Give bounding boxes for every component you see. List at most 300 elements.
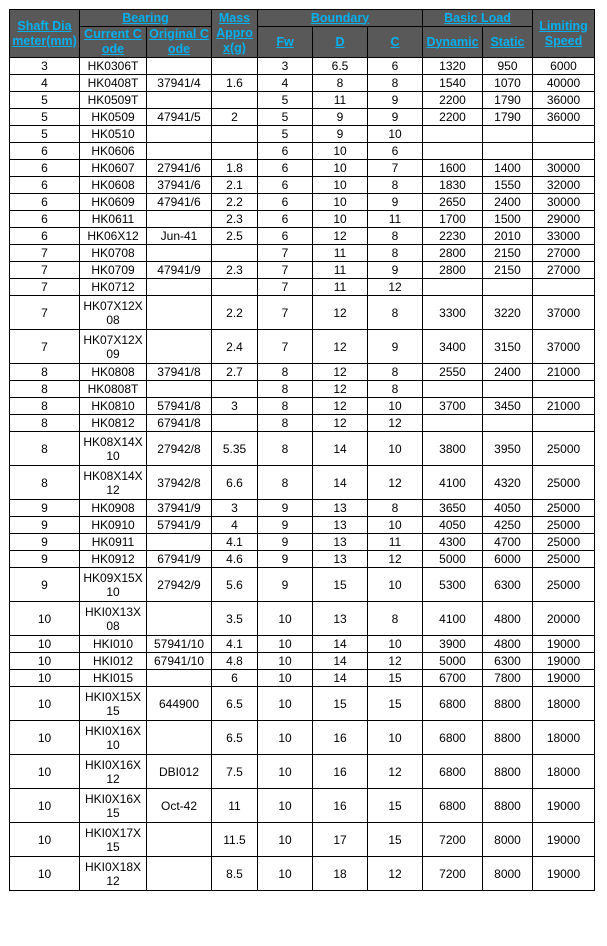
fw-cell: 4 xyxy=(258,75,313,92)
d-cell: 10 xyxy=(313,143,368,160)
c-cell: 10 xyxy=(368,721,423,755)
original-code-cell: 27942/8 xyxy=(147,432,212,466)
shaft-cell: 9 xyxy=(10,568,80,602)
fw-cell: 7 xyxy=(258,330,313,364)
shaft-cell: 4 xyxy=(10,75,80,92)
fw-cell: 7 xyxy=(258,296,313,330)
table-row xyxy=(10,551,595,568)
d-cell: 12 xyxy=(313,364,368,381)
d-cell: 14 xyxy=(313,636,368,653)
speed-cell: 25000 xyxy=(533,517,595,534)
mass-cell: 1.6 xyxy=(212,75,258,92)
c-cell: 10 xyxy=(368,126,423,143)
table-row xyxy=(10,432,595,466)
current-code-cell: HK0810 xyxy=(80,398,147,415)
static-cell: 8000 xyxy=(483,857,533,891)
speed-cell: 25000 xyxy=(533,432,595,466)
c-cell: 15 xyxy=(368,687,423,721)
d-cell: 14 xyxy=(313,653,368,670)
c-cell: 12 xyxy=(368,415,423,432)
table-body xyxy=(10,58,595,891)
c-cell: 12 xyxy=(368,466,423,500)
shaft-cell: 10 xyxy=(10,721,80,755)
header-dynamic: Dynamic xyxy=(423,27,483,58)
dynamic-cell: 6800 xyxy=(423,687,483,721)
shaft-cell: 7 xyxy=(10,296,80,330)
original-code-cell: 37941/8 xyxy=(147,364,212,381)
speed-cell: 18000 xyxy=(533,755,595,789)
current-code-cell: HK0306T xyxy=(80,58,147,75)
fw-cell: 7 xyxy=(258,262,313,279)
shaft-cell: 8 xyxy=(10,466,80,500)
table-row xyxy=(10,262,595,279)
speed-cell: 33000 xyxy=(533,228,595,245)
d-cell: 10 xyxy=(313,160,368,177)
static-cell xyxy=(483,415,533,432)
fw-cell: 10 xyxy=(258,653,313,670)
c-cell: 12 xyxy=(368,653,423,670)
current-code-cell: HK0607 xyxy=(80,160,147,177)
d-cell: 10 xyxy=(313,177,368,194)
mass-cell: 6 xyxy=(212,670,258,687)
current-code-cell: HKI0X16X12 xyxy=(80,755,147,789)
fw-cell: 6 xyxy=(258,228,313,245)
d-cell: 12 xyxy=(313,296,368,330)
dynamic-cell: 2200 xyxy=(423,109,483,126)
mass-cell: 4.6 xyxy=(212,551,258,568)
current-code-cell: HK0808T xyxy=(80,381,147,398)
dynamic-cell: 7200 xyxy=(423,823,483,857)
dynamic-cell: 2550 xyxy=(423,364,483,381)
shaft-cell: 6 xyxy=(10,160,80,177)
current-code-cell: HK0808 xyxy=(80,364,147,381)
current-code-cell: HKI015 xyxy=(80,670,147,687)
table-row xyxy=(10,364,595,381)
mass-cell: 2.2 xyxy=(212,296,258,330)
shaft-cell: 10 xyxy=(10,653,80,670)
current-code-cell: HKI012 xyxy=(80,653,147,670)
table-row xyxy=(10,245,595,262)
original-code-cell: 37941/4 xyxy=(147,75,212,92)
current-code-cell: HK0911 xyxy=(80,534,147,551)
fw-cell: 8 xyxy=(258,432,313,466)
dynamic-cell: 2800 xyxy=(423,262,483,279)
d-cell: 14 xyxy=(313,432,368,466)
original-code-cell xyxy=(147,245,212,262)
mass-cell: 4.1 xyxy=(212,534,258,551)
mass-cell: 2.5 xyxy=(212,228,258,245)
d-cell: 15 xyxy=(313,687,368,721)
speed-cell xyxy=(533,415,595,432)
mass-cell: 5.6 xyxy=(212,568,258,602)
fw-cell: 10 xyxy=(258,687,313,721)
static-cell: 3450 xyxy=(483,398,533,415)
fw-cell: 10 xyxy=(258,670,313,687)
static-cell: 2400 xyxy=(483,194,533,211)
shaft-cell: 9 xyxy=(10,534,80,551)
c-cell: 9 xyxy=(368,330,423,364)
mass-cell xyxy=(212,279,258,296)
d-cell: 13 xyxy=(313,517,368,534)
fw-cell: 10 xyxy=(258,789,313,823)
static-cell: 7800 xyxy=(483,670,533,687)
header-mass: Mass Approx(g) xyxy=(212,10,258,58)
speed-cell xyxy=(533,381,595,398)
original-code-cell: 57941/10 xyxy=(147,636,212,653)
mass-cell xyxy=(212,92,258,109)
header-boundary: Boundary xyxy=(258,10,423,27)
header-basic-load: Basic Load xyxy=(423,10,533,27)
current-code-cell: HKI010 xyxy=(80,636,147,653)
current-code-cell: HK07X12X09 xyxy=(80,330,147,364)
dynamic-cell xyxy=(423,126,483,143)
mass-cell: 2.7 xyxy=(212,364,258,381)
c-cell: 8 xyxy=(368,75,423,92)
table-row xyxy=(10,194,595,211)
mass-cell: 2.3 xyxy=(212,211,258,228)
mass-cell: 4 xyxy=(212,517,258,534)
mass-cell: 2.3 xyxy=(212,262,258,279)
static-cell: 4800 xyxy=(483,602,533,636)
original-code-cell: 67941/9 xyxy=(147,551,212,568)
original-code-cell xyxy=(147,381,212,398)
table-row xyxy=(10,602,595,636)
original-code-cell xyxy=(147,211,212,228)
current-code-cell: HK0712 xyxy=(80,279,147,296)
fw-cell: 9 xyxy=(258,517,313,534)
shaft-cell: 10 xyxy=(10,823,80,857)
header-c: C xyxy=(368,27,423,58)
mass-cell: 3.5 xyxy=(212,602,258,636)
static-cell: 4800 xyxy=(483,636,533,653)
fw-cell: 10 xyxy=(258,636,313,653)
original-code-cell xyxy=(147,126,212,143)
current-code-cell: HK08X14X12 xyxy=(80,466,147,500)
current-code-cell: HK09X15X10 xyxy=(80,568,147,602)
mass-cell: 3 xyxy=(212,398,258,415)
shaft-cell: 10 xyxy=(10,789,80,823)
current-code-cell: HKI0X13X08 xyxy=(80,602,147,636)
table-row xyxy=(10,823,595,857)
speed-cell: 18000 xyxy=(533,687,595,721)
current-code-cell: HK07X12X08 xyxy=(80,296,147,330)
shaft-cell: 6 xyxy=(10,177,80,194)
table-row xyxy=(10,466,595,500)
speed-cell xyxy=(533,126,595,143)
original-code-cell: Oct-42 xyxy=(147,789,212,823)
original-code-cell: 27942/9 xyxy=(147,568,212,602)
fw-cell: 10 xyxy=(258,823,313,857)
table-row xyxy=(10,415,595,432)
static-cell: 8000 xyxy=(483,823,533,857)
shaft-cell: 7 xyxy=(10,330,80,364)
mass-cell: 11.5 xyxy=(212,823,258,857)
speed-cell: 21000 xyxy=(533,398,595,415)
table-row xyxy=(10,381,595,398)
fw-cell: 10 xyxy=(258,721,313,755)
static-cell: 1790 xyxy=(483,109,533,126)
fw-cell: 6 xyxy=(258,211,313,228)
fw-cell: 8 xyxy=(258,466,313,500)
c-cell: 8 xyxy=(368,228,423,245)
current-code-cell: HK06X12 xyxy=(80,228,147,245)
speed-cell: 19000 xyxy=(533,823,595,857)
mass-cell: 6.6 xyxy=(212,466,258,500)
original-code-cell: Jun-41 xyxy=(147,228,212,245)
fw-cell: 7 xyxy=(258,245,313,262)
speed-cell: 18000 xyxy=(533,721,595,755)
original-code-cell: 644900 xyxy=(147,687,212,721)
shaft-cell: 6 xyxy=(10,194,80,211)
original-code-cell: 47941/6 xyxy=(147,194,212,211)
d-cell: 17 xyxy=(313,823,368,857)
original-code-cell xyxy=(147,823,212,857)
speed-cell: 37000 xyxy=(533,296,595,330)
fw-cell: 9 xyxy=(258,568,313,602)
shaft-cell: 5 xyxy=(10,109,80,126)
dynamic-cell: 4050 xyxy=(423,517,483,534)
table-row xyxy=(10,789,595,823)
mass-cell xyxy=(212,381,258,398)
dynamic-cell: 6700 xyxy=(423,670,483,687)
original-code-cell xyxy=(147,602,212,636)
shaft-cell: 6 xyxy=(10,211,80,228)
c-cell: 8 xyxy=(368,296,423,330)
dynamic-cell: 4100 xyxy=(423,466,483,500)
c-cell: 15 xyxy=(368,823,423,857)
d-cell: 11 xyxy=(313,279,368,296)
shaft-cell: 8 xyxy=(10,364,80,381)
fw-cell: 8 xyxy=(258,364,313,381)
d-cell: 10 xyxy=(313,211,368,228)
current-code-cell: HK0708 xyxy=(80,245,147,262)
table-row xyxy=(10,653,595,670)
dynamic-cell: 1830 xyxy=(423,177,483,194)
shaft-cell: 8 xyxy=(10,432,80,466)
original-code-cell: 27941/6 xyxy=(147,160,212,177)
table-row xyxy=(10,500,595,517)
c-cell: 10 xyxy=(368,432,423,466)
static-cell: 6000 xyxy=(483,551,533,568)
original-code-cell xyxy=(147,857,212,891)
d-cell: 11 xyxy=(313,92,368,109)
mass-cell: 6.5 xyxy=(212,721,258,755)
static-cell: 1400 xyxy=(483,160,533,177)
static-cell: 1070 xyxy=(483,75,533,92)
static-cell: 8800 xyxy=(483,789,533,823)
fw-cell: 5 xyxy=(258,109,313,126)
c-cell: 9 xyxy=(368,262,423,279)
table-row xyxy=(10,296,595,330)
speed-cell: 37000 xyxy=(533,330,595,364)
fw-cell: 9 xyxy=(258,500,313,517)
dynamic-cell: 6800 xyxy=(423,789,483,823)
mass-cell: 4.8 xyxy=(212,653,258,670)
table-row xyxy=(10,398,595,415)
d-cell: 9 xyxy=(313,126,368,143)
c-cell: 9 xyxy=(368,92,423,109)
shaft-cell: 9 xyxy=(10,517,80,534)
shaft-cell: 6 xyxy=(10,143,80,160)
dynamic-cell: 4100 xyxy=(423,602,483,636)
static-cell xyxy=(483,279,533,296)
current-code-cell: HK0609 xyxy=(80,194,147,211)
table-row xyxy=(10,92,595,109)
speed-cell: 27000 xyxy=(533,245,595,262)
current-code-cell: HK0912 xyxy=(80,551,147,568)
header-shaft-diameter: Shaft Diameter(mm) xyxy=(10,10,80,58)
dynamic-cell: 5300 xyxy=(423,568,483,602)
speed-cell: 25000 xyxy=(533,534,595,551)
fw-cell: 6 xyxy=(258,143,313,160)
original-code-cell xyxy=(147,330,212,364)
mass-cell: 5.35 xyxy=(212,432,258,466)
current-code-cell: HK0709 xyxy=(80,262,147,279)
fw-cell: 5 xyxy=(258,126,313,143)
static-cell: 4320 xyxy=(483,466,533,500)
speed-cell: 27000 xyxy=(533,262,595,279)
original-code-cell xyxy=(147,534,212,551)
shaft-cell: 9 xyxy=(10,551,80,568)
shaft-cell: 5 xyxy=(10,92,80,109)
shaft-cell: 10 xyxy=(10,687,80,721)
table-row xyxy=(10,857,595,891)
d-cell: 8 xyxy=(313,75,368,92)
d-cell: 13 xyxy=(313,551,368,568)
fw-cell: 6 xyxy=(258,160,313,177)
current-code-cell: HK0908 xyxy=(80,500,147,517)
speed-cell: 25000 xyxy=(533,551,595,568)
original-code-cell: 37942/8 xyxy=(147,466,212,500)
static-cell: 8800 xyxy=(483,721,533,755)
table-row xyxy=(10,177,595,194)
original-code-cell: 47941/5 xyxy=(147,109,212,126)
speed-cell: 19000 xyxy=(533,670,595,687)
table-row xyxy=(10,687,595,721)
fw-cell: 8 xyxy=(258,398,313,415)
current-code-cell: HK0408T xyxy=(80,75,147,92)
dynamic-cell: 3300 xyxy=(423,296,483,330)
bearing-spec-sheet xyxy=(9,9,595,891)
d-cell: 12 xyxy=(313,398,368,415)
d-cell: 13 xyxy=(313,602,368,636)
speed-cell: 19000 xyxy=(533,653,595,670)
table-row xyxy=(10,211,595,228)
original-code-cell: 37941/9 xyxy=(147,500,212,517)
dynamic-cell: 1700 xyxy=(423,211,483,228)
current-code-cell: HK0509 xyxy=(80,109,147,126)
table-row xyxy=(10,109,595,126)
static-cell: 8800 xyxy=(483,687,533,721)
speed-cell: 6000 xyxy=(533,58,595,75)
dynamic-cell xyxy=(423,279,483,296)
table-row xyxy=(10,143,595,160)
speed-cell: 29000 xyxy=(533,211,595,228)
static-cell: 1500 xyxy=(483,211,533,228)
c-cell: 15 xyxy=(368,789,423,823)
table-row xyxy=(10,755,595,789)
static-cell: 2010 xyxy=(483,228,533,245)
mass-cell: 1.8 xyxy=(212,160,258,177)
table-row xyxy=(10,228,595,245)
static-cell: 4700 xyxy=(483,534,533,551)
d-cell: 6.5 xyxy=(313,58,368,75)
original-code-cell: 47941/9 xyxy=(147,262,212,279)
speed-cell: 30000 xyxy=(533,160,595,177)
current-code-cell: HK0509T xyxy=(80,92,147,109)
speed-cell: 21000 xyxy=(533,364,595,381)
fw-cell: 9 xyxy=(258,534,313,551)
table-row xyxy=(10,568,595,602)
c-cell: 12 xyxy=(368,857,423,891)
header-original-code: Original Code xyxy=(147,27,212,58)
header-bearing: Bearing xyxy=(80,10,212,27)
dynamic-cell: 6800 xyxy=(423,755,483,789)
c-cell: 10 xyxy=(368,398,423,415)
c-cell: 6 xyxy=(368,58,423,75)
original-code-cell: 67941/10 xyxy=(147,653,212,670)
static-cell: 8800 xyxy=(483,755,533,789)
static-cell xyxy=(483,126,533,143)
dynamic-cell: 2200 xyxy=(423,92,483,109)
c-cell: 12 xyxy=(368,551,423,568)
speed-cell: 30000 xyxy=(533,194,595,211)
mass-cell: 6.5 xyxy=(212,687,258,721)
mass-cell xyxy=(212,143,258,160)
c-cell: 8 xyxy=(368,602,423,636)
c-cell: 15 xyxy=(368,670,423,687)
shaft-cell: 10 xyxy=(10,670,80,687)
mass-cell: 2.1 xyxy=(212,177,258,194)
c-cell: 10 xyxy=(368,517,423,534)
speed-cell: 36000 xyxy=(533,109,595,126)
header-fw: Fw xyxy=(258,27,313,58)
mass-cell xyxy=(212,58,258,75)
original-code-cell xyxy=(147,92,212,109)
mass-cell xyxy=(212,415,258,432)
shaft-cell: 8 xyxy=(10,398,80,415)
speed-cell: 40000 xyxy=(533,75,595,92)
dynamic-cell: 6800 xyxy=(423,721,483,755)
table-row xyxy=(10,517,595,534)
d-cell: 13 xyxy=(313,534,368,551)
static-cell: 2400 xyxy=(483,364,533,381)
header-limiting-speed: Limiting Speed xyxy=(533,10,595,58)
fw-cell: 6 xyxy=(258,194,313,211)
original-code-cell xyxy=(147,721,212,755)
speed-cell: 36000 xyxy=(533,92,595,109)
dynamic-cell: 2650 xyxy=(423,194,483,211)
d-cell: 18 xyxy=(313,857,368,891)
static-cell xyxy=(483,143,533,160)
table-row xyxy=(10,58,595,75)
shaft-cell: 3 xyxy=(10,58,80,75)
dynamic-cell: 1600 xyxy=(423,160,483,177)
original-code-cell: 37941/6 xyxy=(147,177,212,194)
d-cell: 11 xyxy=(313,262,368,279)
speed-cell xyxy=(533,143,595,160)
d-cell: 11 xyxy=(313,245,368,262)
original-code-cell: DBI012 xyxy=(147,755,212,789)
mass-cell: 2.2 xyxy=(212,194,258,211)
c-cell: 10 xyxy=(368,636,423,653)
shaft-cell: 9 xyxy=(10,500,80,517)
dynamic-cell xyxy=(423,143,483,160)
d-cell: 15 xyxy=(313,568,368,602)
shaft-cell: 10 xyxy=(10,636,80,653)
speed-cell: 20000 xyxy=(533,602,595,636)
table-row xyxy=(10,330,595,364)
